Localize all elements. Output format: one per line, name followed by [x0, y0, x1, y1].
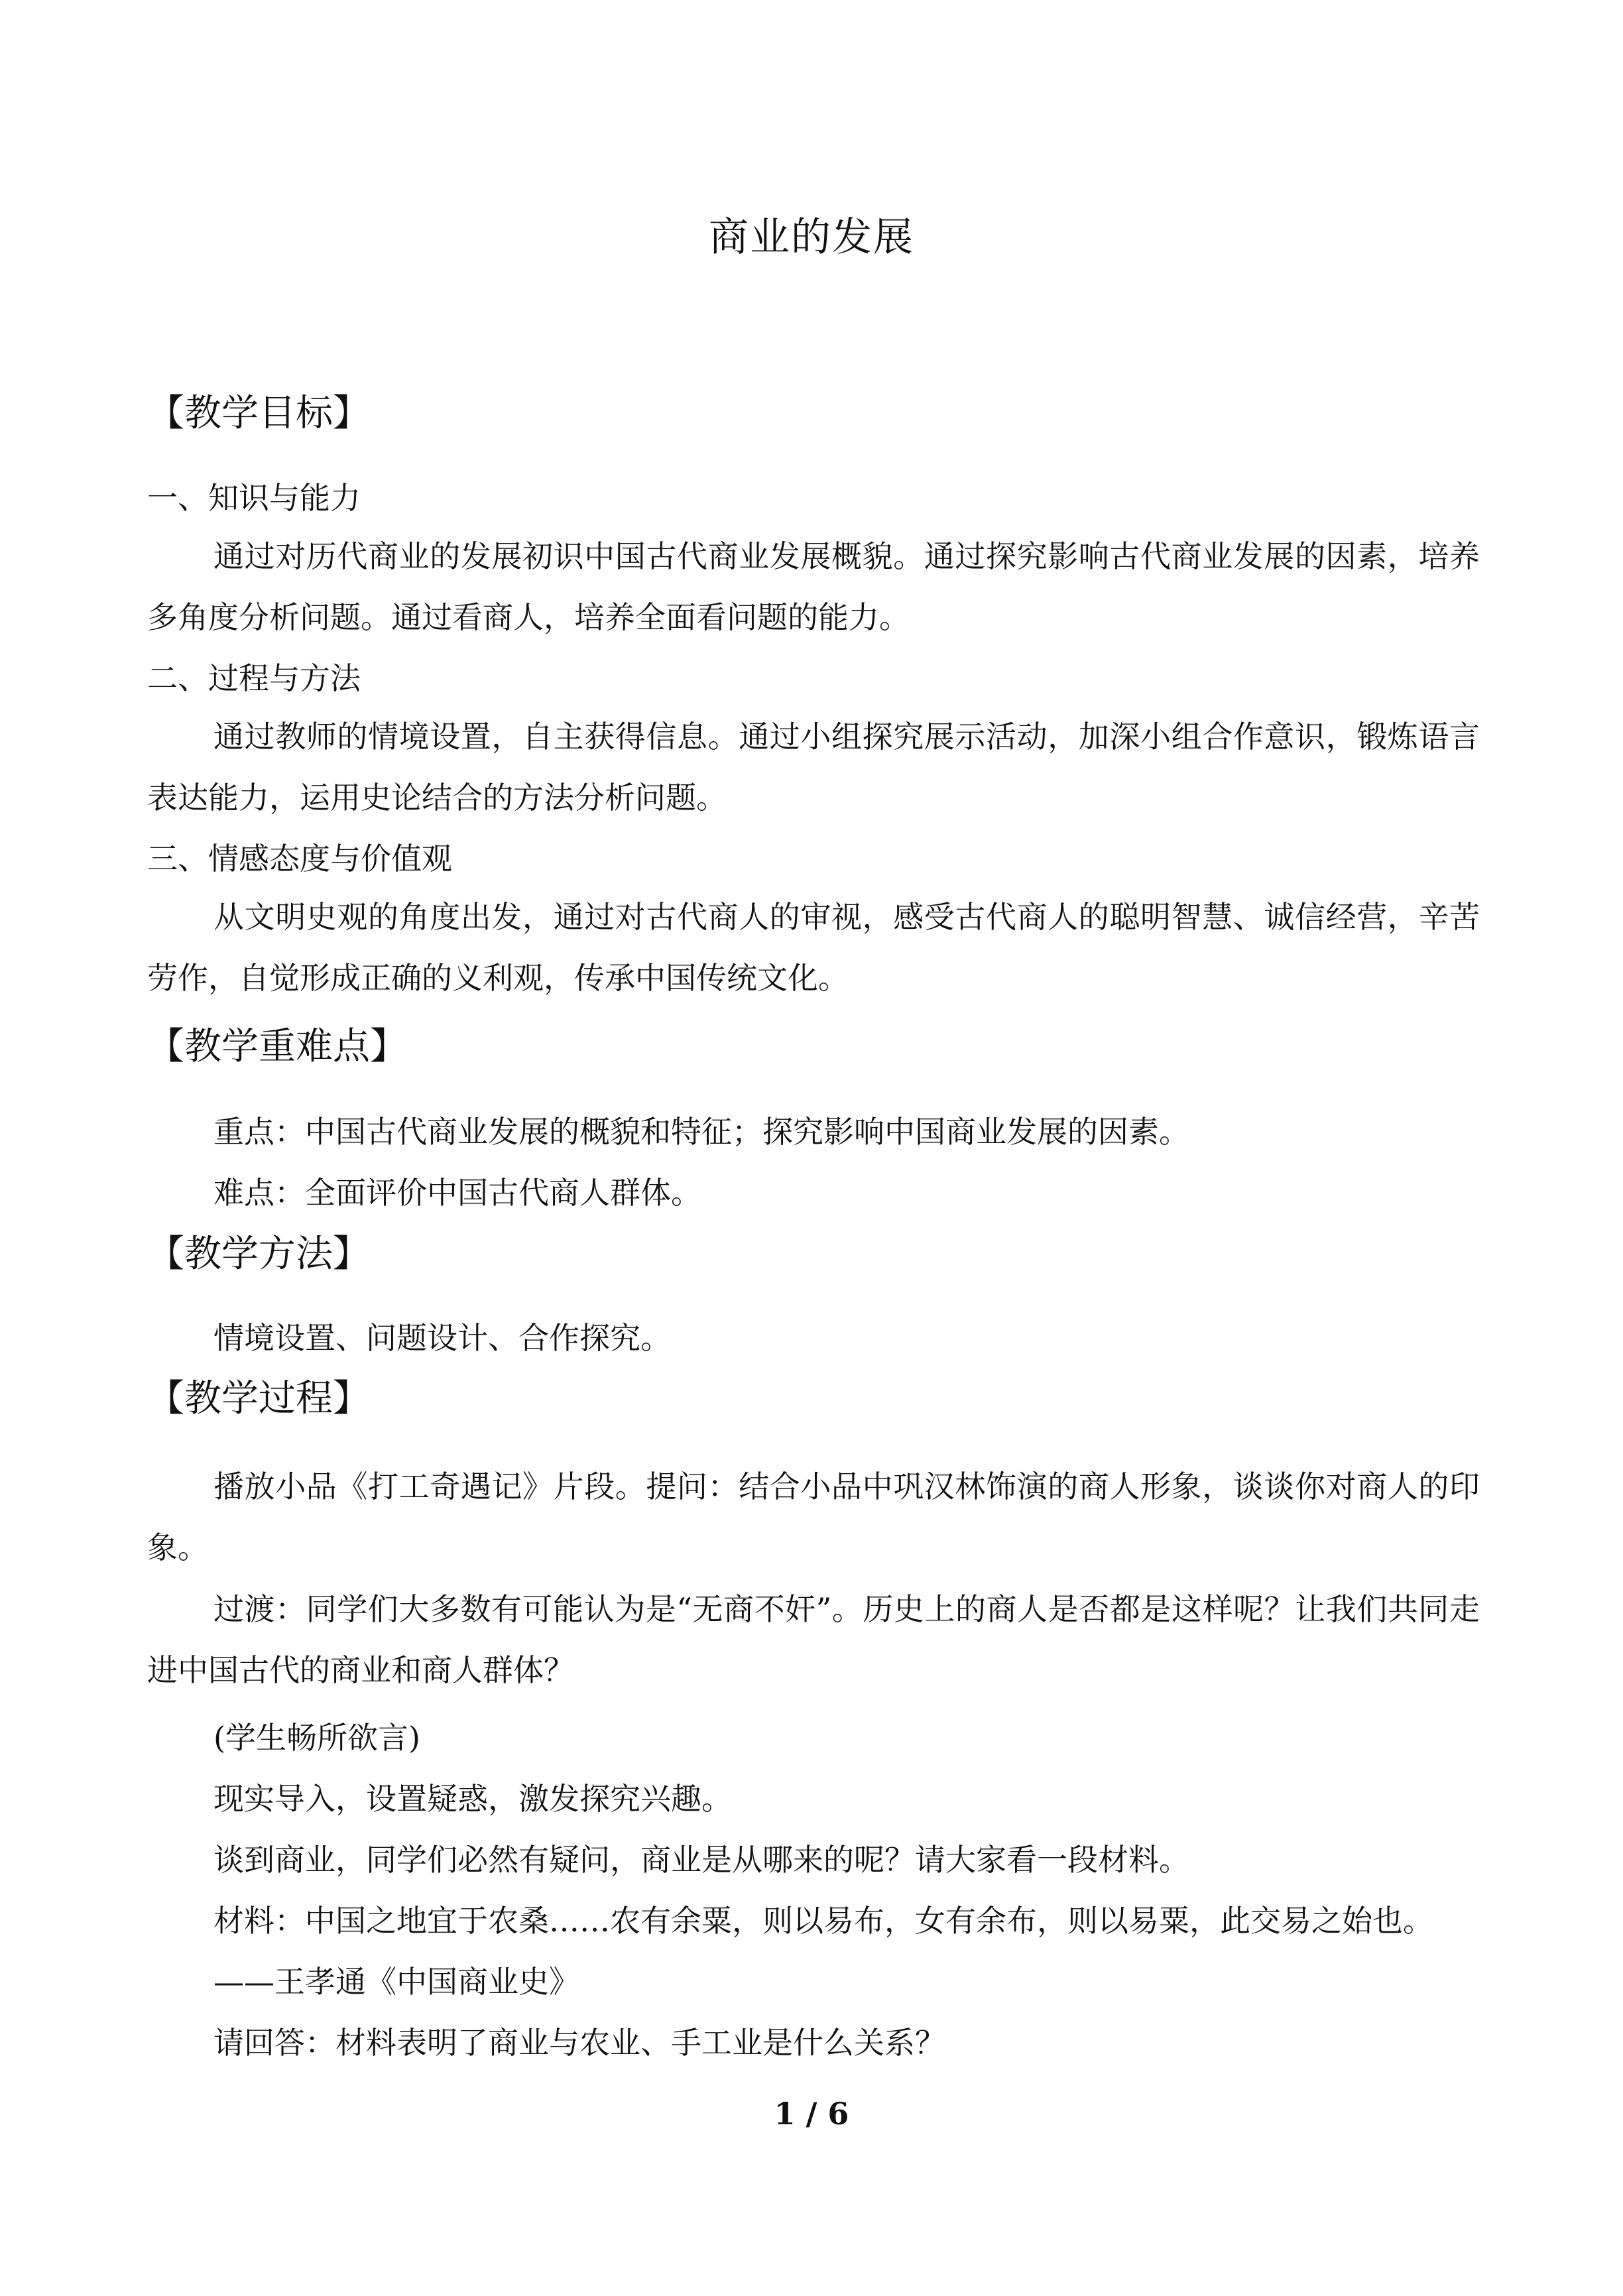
section-heading-process: 【教学过程】 — [147, 1377, 370, 1420]
subheading-knowledge: 一、知识与能力 — [147, 480, 361, 516]
process-material-quote: 材料：中国之地宜于农桑……农有余粟，则以易布，女有余布，则以易粟，此交易之始也。 — [213, 1903, 1433, 1939]
key-point-focus: 重点：中国古代商业发展的概貌和特征；探究影响中国商业发展的因素。 — [213, 1114, 1189, 1150]
process-paragraph-5: 谈到商业，同学们必然有疑问，商业是从哪来的呢？请大家看一段材料。 — [213, 1842, 1189, 1878]
process-paragraph-1: 播放小品《打工奇遇记》片段。提问：结合小品中巩汉林饰演的商人形象，谈谈你对商人的印象。 — [147, 1469, 1480, 1565]
process-material-source: ——王孝通《中国商业史》 — [213, 1964, 579, 2000]
paragraph-process-method: 通过教师的情境设置，自主获得信息。通过小组探究展示活动，加深小组合作意识，锻炼语言表达能力，运用史论结合的方法分析问题。 — [147, 719, 1480, 816]
section-heading-key-points: 【教学重难点】 — [147, 1025, 407, 1068]
subheading-process-method: 二、过程与方法 — [147, 660, 361, 696]
subheading-values: 三、情感态度与价值观 — [147, 841, 452, 876]
methods-text: 情境设置、问题设计、合作探究。 — [213, 1320, 671, 1356]
process-paragraph-2: 过渡：同学们大多数有可能认为是“无商不奸”。历史上的商人是否都是这样呢？让我们共同走进中国古代的商业和商人群体？ — [147, 1591, 1480, 1688]
document-title: 商业的发展 — [709, 214, 914, 261]
section-heading-objectives: 【教学目标】 — [147, 392, 370, 435]
process-paragraph-3: (学生畅所欲言) — [213, 1720, 420, 1756]
key-point-difficulty: 难点：全面评价中国古代商人群体。 — [213, 1175, 701, 1211]
paragraph-knowledge: 通过对历代商业的发展初识中国古代商业发展概貌。通过探究影响古代商业发展的因素，培养多角度分析问题。通过看商人，培养全面看问题的能力。 — [147, 538, 1480, 635]
section-heading-methods: 【教学方法】 — [147, 1233, 370, 1276]
process-question: 请回答：材料表明了商业与农业、手工业是什么关系？ — [213, 2025, 945, 2061]
process-paragraph-4: 现实导入，设置疑惑，激发探究兴趣。 — [213, 1781, 732, 1817]
paragraph-values: 从文明史观的角度出发，通过对古代商人的审视，感受古代商人的聪明智慧、诚信经营，辛苦劳作，自觉形成正确的义利观，传承中国传统文化。 — [147, 899, 1480, 996]
page-number: 1 / 6 — [774, 2096, 849, 2132]
